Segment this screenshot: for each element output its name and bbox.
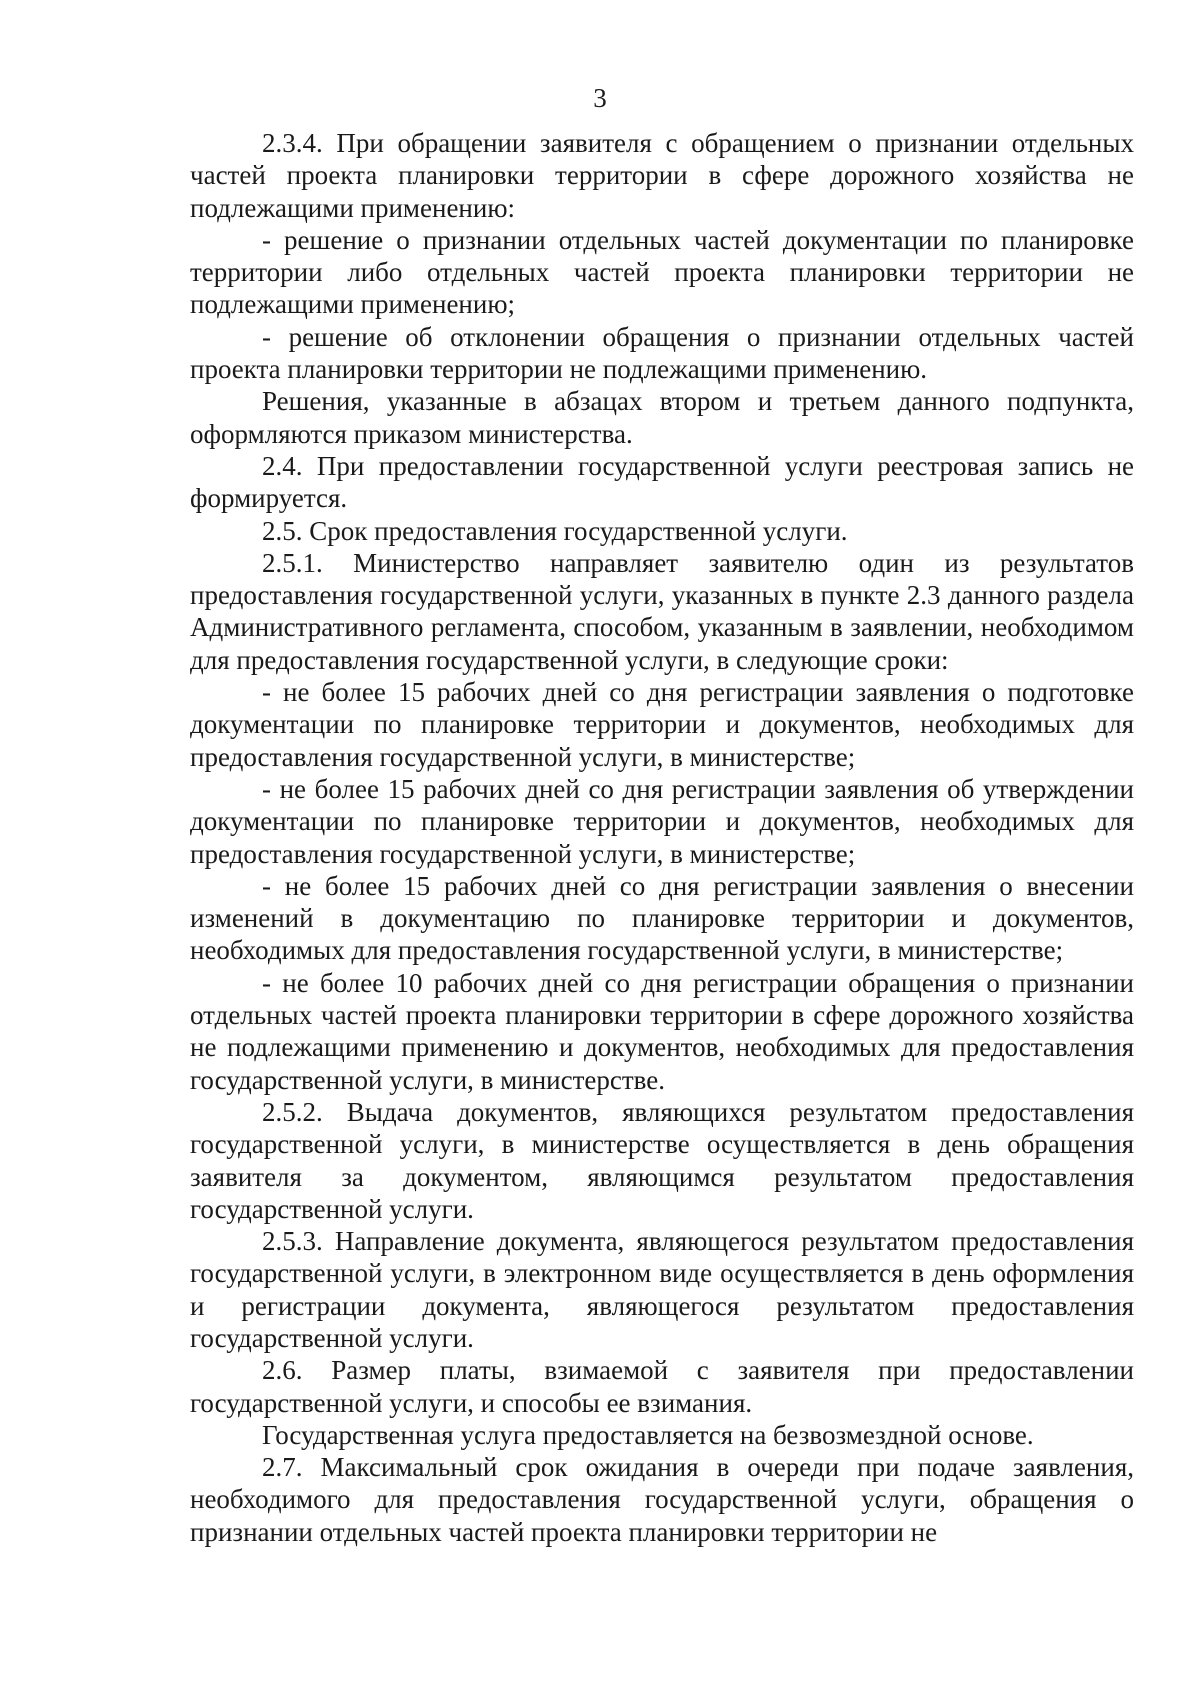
paragraph: 2.5. Срок предоставления государственной услуги. xyxy=(262,515,848,546)
paragraph: - решение об отклонении обращения о признании отдельных частей проекта планировки территории не подлежащими применению. xyxy=(190,321,1134,385)
page-number: 3 xyxy=(593,83,607,113)
paragraph: - не более 15 рабочих дней со дня регистрации заявления о подготовке документации по планировке территории и документов, необходимых для предоставления государственной услуги, в министерстве; xyxy=(190,677,1134,772)
paragraph: 2.5.2. Выдача документов, являющихся результатом предоставления государственной услуги, в министерстве осуществляется в день обращения заявителя за документом, являющимся результатом предоставления государственной услуги. xyxy=(190,1096,1134,1224)
paragraph: Решения, указанные в абзацах втором и третьем данного подпункта, оформляются приказом министерства. xyxy=(190,386,1134,449)
paragraph: - решение о признании отдельных частей документации по планировке территории либо отдельных частей проекта планировки территории не подлежащими применению; xyxy=(190,224,1134,320)
paragraph: - не более 15 рабочих дней со дня регистрации заявления об утверждении документации по планировке территории и документов, необходимых для предоставления государственной услуги, в министерстве; xyxy=(190,773,1134,869)
paragraph: 2.5.1. Министерство направляет заявителю один из результатов предоставления государственной услуги, указанных в пункте 2.3 данного раздела Административного регламента, способом, указанным в заявлении, необходимом для предоставления государственной услуги, в следующие сроки: xyxy=(190,547,1134,675)
paragraph: 2.6. Размер платы, взимаемой с заявителя при предоставлении государственной услуги, и способы ее взимания. xyxy=(190,1355,1134,1418)
paragraph: 2.7. Максимальный срок ожидания в очереди при подаче заявления, необходимого для предоставления государственной услуги, обращения о признании отдельных частей проекта планировки территории не xyxy=(190,1452,1134,1547)
document-body xyxy=(190,127,1134,1548)
paragraph: Государственная услуга предоставляется на безвозмездной основе. xyxy=(262,1419,1034,1450)
paragraph: 2.4. При предоставлении государственной услуги реестровая запись не формируется. xyxy=(190,450,1134,514)
paragraph: - не более 10 рабочих дней со дня регистрации обращения о признании отдельных частей проекта планировки территории в сфере дорожного хозяйства не подлежащими применению и документов, необходимых для предоставления государственной услуги, в министерстве. xyxy=(190,967,1134,1095)
paragraph: 2.3.4. При обращении заявителя с обращением о признании отдельных частей проекта планировки территории в сфере дорожного хозяйства не подлежащими применению: xyxy=(190,128,1134,223)
paragraph: 2.5.3. Направление документа, являющегося результатом предоставления государственной услуги, в электронном виде осуществляется в день оформления и регистрации документа, являющегося результатом предоставления государственной услуги. xyxy=(190,1226,1134,1353)
paragraph: - не более 15 рабочих дней со дня регистрации заявления о внесении изменений в документацию по планировке территории и документов, необходимых для предоставления государственной услуги, в министерстве; xyxy=(190,870,1134,966)
